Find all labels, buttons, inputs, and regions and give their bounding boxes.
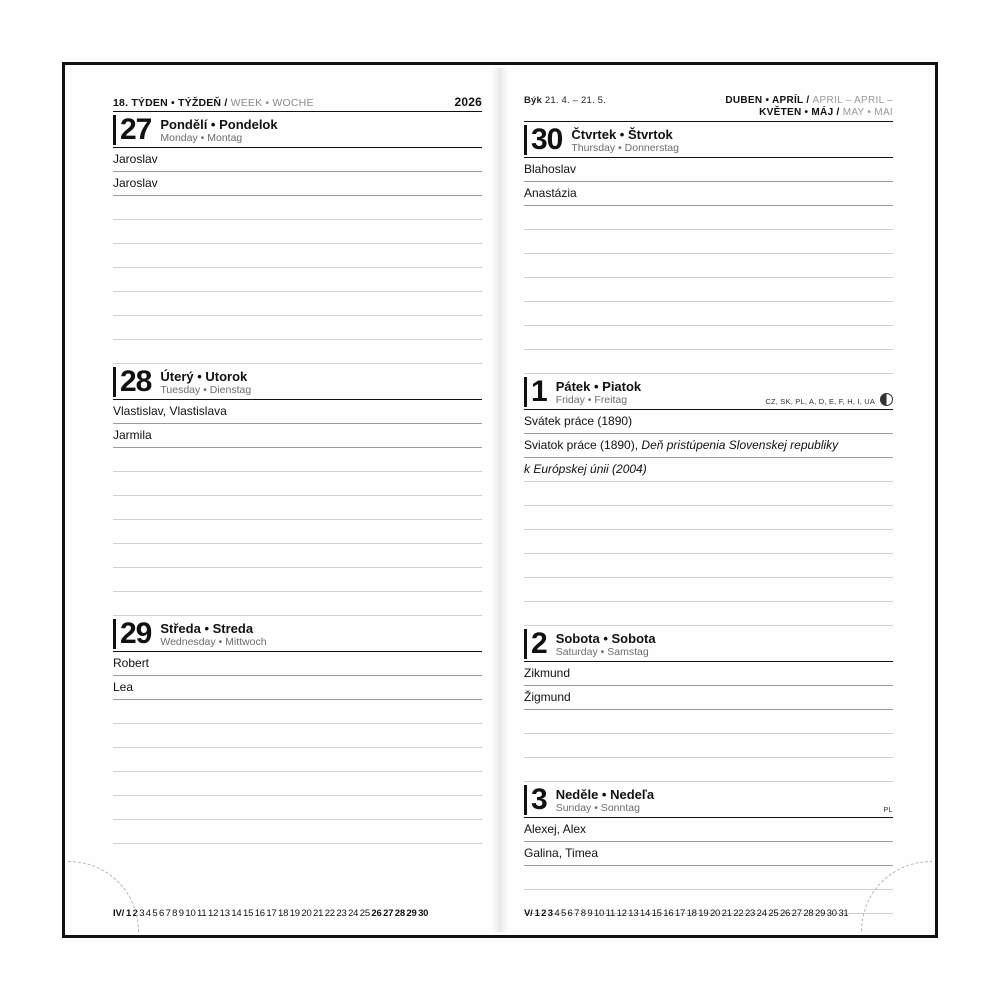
writing-line[interactable] [524, 530, 893, 554]
country-flags: PL [883, 805, 893, 814]
day-names [556, 787, 884, 814]
planner-spread [62, 62, 938, 938]
month-strip-day[interactable]: 25 [768, 908, 779, 919]
month-strip-day[interactable]: 24 [348, 908, 359, 919]
week-label-soft: WEEK • WOCHE [230, 97, 314, 109]
zodiac-range: 21. 4. – 21. 5. [544, 95, 606, 106]
month-strip-day[interactable]: 24 [756, 908, 767, 919]
day-header [524, 782, 893, 818]
day-block-29 [113, 616, 482, 844]
writing-line[interactable] [113, 748, 482, 772]
day-name-secondary: Saturday • Samstag [555, 645, 649, 658]
day-name-primary: Neděle • Nedeľa [555, 786, 655, 802]
nameday-entry[interactable]: Galina, Timea [524, 842, 893, 866]
month-strip-day[interactable]: 17 [266, 908, 277, 919]
month-strip-day[interactable]: 14 [231, 908, 242, 919]
writing-line[interactable] [113, 568, 482, 592]
month-strip-day[interactable]: 27 [791, 908, 802, 919]
month-strip-day[interactable]: 13 [219, 908, 230, 919]
writing-line[interactable] [524, 578, 893, 602]
day-block-2 [524, 626, 893, 782]
writing-line[interactable] [524, 554, 893, 578]
month-strip-day[interactable]: 21 [313, 908, 324, 919]
day-names [571, 127, 893, 154]
month-strip-day[interactable]: 9 [587, 908, 593, 919]
right-page-header [524, 95, 893, 122]
day-header [524, 626, 893, 662]
left-month-strip [113, 908, 482, 919]
day-lines [524, 662, 893, 782]
month-strip-day[interactable]: 1 [534, 908, 540, 919]
writing-line[interactable] [113, 820, 482, 844]
month-strip-day[interactable]: 14 [639, 908, 651, 919]
month-strip-day[interactable]: 4 [145, 908, 151, 919]
day-block-1 [524, 374, 893, 626]
nameday-entry[interactable]: Žigmund [524, 686, 893, 710]
day-names [160, 369, 482, 396]
day-number: 1 [524, 377, 556, 407]
month-strip-day[interactable]: 10 [185, 908, 196, 919]
month-strip-day[interactable]: 2 [541, 908, 547, 919]
month-strip-day[interactable]: 26 [779, 908, 791, 919]
month-title-line1-bold: DUBEN • APRÍL / [725, 95, 810, 106]
day-name-secondary: Tuesday • Dienstag [160, 383, 252, 396]
month-strip-day[interactable]: 16 [254, 908, 265, 919]
nameday-entry[interactable]: Robert [113, 652, 482, 676]
writing-line[interactable] [524, 734, 893, 758]
month-strip-day[interactable]: 23 [336, 908, 347, 919]
writing-line[interactable] [113, 448, 482, 472]
month-strip-day[interactable]: 5 [560, 908, 567, 919]
month-strip-day[interactable]: 22 [324, 908, 335, 919]
writing-line[interactable] [524, 206, 893, 230]
month-strip-day[interactable]: 6 [158, 908, 165, 919]
nameday-entry[interactable]: Anastázia [524, 182, 893, 206]
month-strip-day[interactable]: 7 [165, 908, 171, 919]
zodiac-sign: Býk [524, 95, 543, 106]
month-strip-day[interactable]: 28 [803, 908, 814, 919]
month-strip-day[interactable]: 8 [580, 908, 586, 919]
month-strip-day[interactable]: 13 [628, 908, 639, 919]
month-strip-day[interactable]: 18 [686, 908, 697, 919]
day-block-3 [524, 782, 893, 914]
month-strip-day[interactable]: 30 [826, 908, 837, 919]
writing-line[interactable] [113, 316, 482, 340]
day-names [160, 117, 482, 144]
day-name-primary: Čtvrtek • Štvrtok [571, 126, 673, 142]
month-strip-day[interactable]: 22 [733, 908, 744, 919]
day-names [556, 379, 766, 406]
day-number: 3 [524, 785, 556, 815]
nameday-entry[interactable]: Vlastislav, Vlastislava [113, 400, 482, 424]
month-strip-day[interactable]: 6 [567, 908, 573, 919]
day-number: 30 [524, 125, 571, 155]
month-title [725, 95, 893, 119]
day-name-secondary: Thursday • Donnerstag [571, 141, 679, 154]
writing-line[interactable] [113, 700, 482, 724]
year-label: 2026 [454, 95, 482, 109]
month-strip-day[interactable]: 15 [651, 908, 662, 919]
day-block-28 [113, 364, 482, 616]
month-strip-day[interactable]: 1 [126, 908, 132, 919]
day-name-secondary: Monday • Montag [160, 131, 243, 144]
day-names [160, 621, 482, 648]
day-header [113, 112, 482, 148]
moon-phase-icon [880, 393, 893, 406]
day-lines [113, 148, 482, 364]
country-flags-label: CZ, SK, PL, A, D, E, F, H, I, UA [765, 397, 875, 406]
month-strip-day[interactable]: 28 [394, 908, 405, 919]
writing-line[interactable] [524, 230, 893, 254]
right-month-strip [524, 908, 893, 919]
nameday-entry[interactable]: Jaroslav [113, 172, 482, 196]
day-name-primary: Sobota • Sobota [555, 630, 656, 646]
month-strip-day[interactable]: 9 [178, 908, 184, 919]
month-strip-day[interactable]: 26 [371, 908, 382, 919]
month-strip-day[interactable]: 23 [744, 908, 756, 919]
nameday-entry[interactable]: Jaroslav [113, 148, 482, 172]
day-name-primary: Pondělí • Pondelok [160, 116, 278, 132]
month-title-line1 [725, 95, 893, 107]
day-header [113, 364, 482, 400]
day-name-secondary: Wednesday • Mittwoch [160, 635, 267, 648]
month-strip-day[interactable]: 30 [418, 908, 429, 919]
day-number: 29 [113, 619, 160, 649]
month-strip-day[interactable]: 29 [814, 908, 826, 919]
month-strip-day[interactable]: 20 [709, 908, 721, 919]
writing-line[interactable] [524, 254, 893, 278]
month-strip-day[interactable]: 19 [698, 908, 709, 919]
day-name-primary: Pátek • Piatok [555, 378, 642, 394]
writing-line[interactable] [113, 292, 482, 316]
week-label-bold: 18. TÝDEN • TÝŽDEŇ / [113, 97, 228, 109]
month-strip-day[interactable]: 17 [674, 908, 686, 919]
day-lines [113, 652, 482, 844]
month-strip-day[interactable]: 2 [132, 908, 138, 919]
month-code: IV/ [113, 908, 125, 919]
writing-line[interactable] [524, 602, 893, 626]
day-lines [524, 410, 893, 626]
holiday-entry-sk-italic: Deň pristúpenia Slovenskej republiky [638, 438, 839, 452]
writing-line[interactable] [524, 506, 893, 530]
month-strip-day[interactable]: 4 [554, 908, 560, 919]
writing-line[interactable] [524, 302, 893, 326]
right-page [500, 65, 935, 935]
month-strip-day[interactable]: 12 [616, 908, 627, 919]
holiday-entry-sk-cont[interactable]: k Európskej únii (2004) [524, 458, 893, 482]
month-strip-day[interactable]: 3 [139, 908, 145, 919]
writing-line[interactable] [113, 796, 482, 820]
holiday-entry-sk-plain: Sviatok práce (1890), [524, 438, 639, 452]
month-title-line2-bold: KVĚTEN • MÁJ / [759, 107, 840, 118]
nameday-entry[interactable]: Zikmund [524, 662, 893, 686]
writing-line[interactable] [524, 278, 893, 302]
writing-line[interactable] [524, 326, 893, 350]
day-name-secondary: Sunday • Sonntag [555, 801, 640, 814]
nameday-entry[interactable]: Blahoslav [524, 158, 893, 182]
day-names [556, 631, 893, 658]
month-strip-day[interactable]: 7 [574, 908, 580, 919]
day-lines [524, 158, 893, 374]
writing-line[interactable] [113, 472, 482, 496]
day-name-primary: Úterý • Utorok [160, 368, 248, 384]
month-strip-day[interactable]: 5 [152, 908, 158, 919]
day-lines [524, 818, 893, 914]
month-code: V/ [524, 908, 533, 919]
month-strip-day[interactable]: 8 [172, 908, 178, 919]
month-strip-day[interactable]: 18 [278, 908, 289, 919]
month-strip-day[interactable]: 31 [838, 908, 849, 919]
left-page [65, 65, 500, 935]
month-strip-day[interactable]: 19 [289, 908, 300, 919]
month-strip-day[interactable]: 12 [208, 908, 219, 919]
writing-line[interactable] [113, 520, 482, 544]
writing-line[interactable] [113, 592, 482, 616]
day-block-27 [113, 112, 482, 364]
month-title-line2-soft: MAY • MAI [842, 107, 893, 118]
writing-line[interactable] [113, 340, 482, 364]
page-corner-left [68, 861, 139, 932]
day-name-secondary: Friday • Freitag [555, 393, 628, 406]
left-page-header [113, 95, 482, 112]
month-strip-day[interactable]: 11 [197, 908, 207, 919]
month-strip-day[interactable]: 3 [547, 908, 553, 919]
day-lines [113, 400, 482, 616]
day-number: 2 [524, 629, 556, 659]
writing-line[interactable] [524, 350, 893, 374]
day-number: 28 [113, 367, 160, 397]
day-header [113, 616, 482, 652]
month-title-line1-soft: APRIL – APRIL – [812, 95, 893, 106]
holiday-entry[interactable]: Svátek práce (1890) [524, 410, 893, 434]
month-strip-day[interactable]: 25 [359, 908, 370, 919]
nameday-entry[interactable]: Lea [113, 676, 482, 700]
writing-line[interactable] [113, 196, 482, 220]
month-strip-day[interactable]: 16 [663, 908, 674, 919]
nameday-entry[interactable]: Alexej, Alex [524, 818, 893, 842]
nameday-entry[interactable]: Jarmila [113, 424, 482, 448]
day-header [524, 122, 893, 158]
writing-line[interactable] [113, 268, 482, 292]
writing-line[interactable] [524, 758, 893, 782]
holiday-entry-sk[interactable] [524, 434, 893, 458]
day-number: 27 [113, 115, 160, 145]
country-flags [765, 393, 893, 407]
day-name-primary: Středa • Streda [160, 620, 254, 636]
writing-line[interactable] [113, 544, 482, 568]
writing-line[interactable] [524, 482, 893, 506]
day-block-30 [524, 122, 893, 374]
day-header [524, 374, 893, 410]
week-label [113, 97, 314, 109]
month-strip-day[interactable]: 27 [383, 908, 394, 919]
writing-line[interactable] [524, 710, 893, 734]
writing-line[interactable] [524, 866, 893, 890]
month-strip-day[interactable]: 29 [406, 908, 417, 919]
month-strip-day[interactable]: 20 [301, 908, 312, 919]
month-strip-day[interactable]: 10 [593, 908, 605, 919]
writing-line[interactable] [113, 772, 482, 796]
writing-line[interactable] [113, 220, 482, 244]
writing-line[interactable] [113, 724, 482, 748]
month-strip-day[interactable]: 15 [243, 908, 254, 919]
writing-line[interactable] [113, 244, 482, 268]
writing-line[interactable] [113, 496, 482, 520]
month-strip-day[interactable]: 11 [605, 908, 616, 919]
month-title-line2 [725, 107, 893, 119]
zodiac-label [524, 95, 606, 108]
month-strip-day[interactable]: 21 [721, 908, 732, 919]
